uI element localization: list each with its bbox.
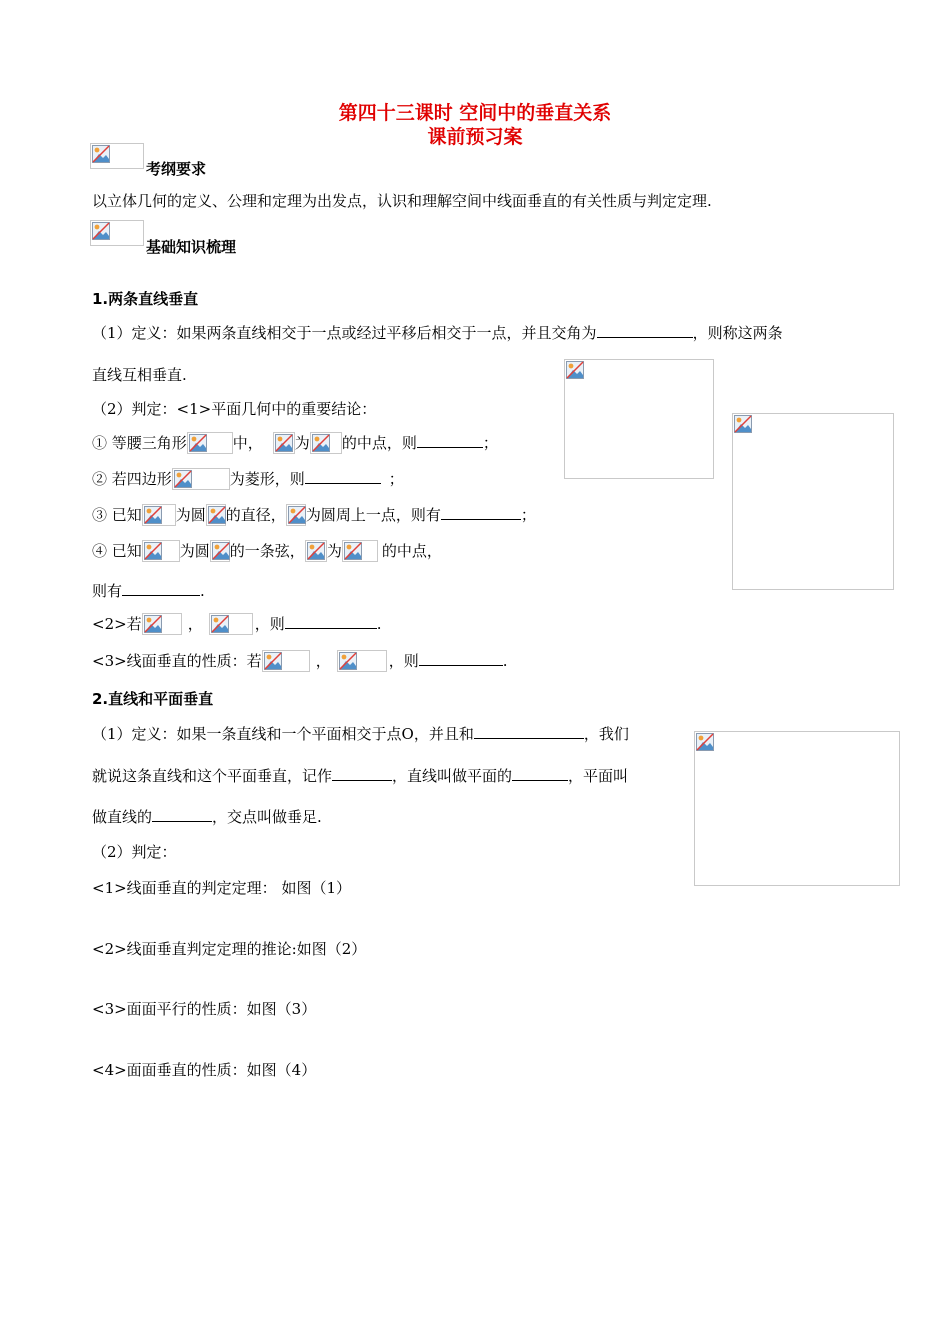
item3 xyxy=(92,504,536,527)
text: ，交点叫做垂足. xyxy=(212,808,322,826)
text: 为 xyxy=(326,542,342,560)
formula-image xyxy=(262,650,310,672)
part2-judge-1: <1>线面垂直的判定定理： 如图（1） xyxy=(92,879,351,897)
text: 做直线的 xyxy=(92,808,153,826)
text: ，则 xyxy=(388,652,419,670)
text: 为圆周上一点，则有 xyxy=(305,506,441,524)
formula-image xyxy=(337,650,387,672)
section-icon-image xyxy=(90,220,144,246)
text: （1）定义：如果一条直线和一个平面相交于点O，并且和 xyxy=(92,725,474,743)
formula-image xyxy=(273,432,295,454)
text: 的中点， xyxy=(381,542,442,560)
requirements-text: 以立体几何的定义、公理和定理为出发点，认识和理解空间中线面垂直的有关性质与判定定理. xyxy=(92,192,712,210)
item4 xyxy=(92,540,442,563)
part1-judge: （2）判定：<1>平面几何中的重要结论： xyxy=(92,400,377,418)
part2-definition-line2 xyxy=(92,765,628,786)
formula-image xyxy=(172,468,230,490)
text: ； xyxy=(520,506,536,524)
figure-image xyxy=(694,731,900,886)
answer-blank[interactable] xyxy=(122,581,200,596)
sub2 xyxy=(92,613,382,636)
formula-image xyxy=(310,432,342,454)
text: ； xyxy=(388,470,404,488)
answer-blank[interactable] xyxy=(597,323,693,338)
text: ，我们 xyxy=(583,725,629,743)
text: ，则称这两条 xyxy=(692,324,783,342)
text: <3>线面垂直的性质：若 xyxy=(92,652,262,670)
part1-definition-line1 xyxy=(92,322,783,343)
answer-blank[interactable] xyxy=(152,807,212,822)
text: . xyxy=(502,652,508,670)
part2-judge-4: <4>面面垂直的性质：如图（4） xyxy=(92,1061,317,1079)
section-icon-image xyxy=(90,143,144,169)
text: . xyxy=(200,582,205,600)
part2-judge-3: <3>面面平行的性质：如图（3） xyxy=(92,1000,317,1018)
text: 为菱形，则 xyxy=(229,470,305,488)
text: ① 等腰三角形 xyxy=(92,434,187,452)
answer-blank[interactable] xyxy=(474,724,584,739)
part2-definition-line3 xyxy=(92,806,322,827)
part1-definition-line2: 直线互相垂直. xyxy=(92,366,187,384)
page-subtitle: 课前预习案 xyxy=(427,126,523,148)
text: ，平面叫 xyxy=(568,767,629,785)
text: 的中点，则 xyxy=(341,434,417,452)
answer-blank[interactable] xyxy=(512,766,568,781)
formula-image xyxy=(305,540,327,562)
text: 为圆 xyxy=(179,542,210,560)
formula-image xyxy=(210,540,230,562)
formula-image xyxy=(209,613,253,635)
answer-blank[interactable] xyxy=(332,766,392,781)
figure-image xyxy=(564,359,714,479)
text: ， xyxy=(315,652,331,670)
answer-blank[interactable] xyxy=(305,469,381,484)
text: . xyxy=(376,615,382,633)
basics-heading: 基础知识梳理 xyxy=(146,238,237,256)
figure-image xyxy=(732,413,894,590)
text: 中， xyxy=(232,434,263,452)
part2-judge-2: <2>线面垂直判定定理的推论:如图（2） xyxy=(92,940,367,958)
formula-image xyxy=(142,504,176,526)
item2 xyxy=(92,468,404,491)
part2-judge: （2）判定： xyxy=(92,843,177,861)
text: 就说这条直线和这个平面垂直，记作 xyxy=(92,767,333,785)
text: <2>若 xyxy=(92,615,142,633)
part2-definition-line1 xyxy=(92,723,629,744)
text: ，直线叫做平面的 xyxy=(392,767,513,785)
text: ，则 xyxy=(254,615,285,633)
text: 则有 xyxy=(92,582,123,600)
part1-heading: 1.两条直线垂直 xyxy=(92,290,199,308)
formula-image xyxy=(142,613,182,635)
text: 为圆 xyxy=(175,506,206,524)
item4-conclusion xyxy=(92,580,205,601)
answer-blank[interactable] xyxy=(417,433,483,448)
sub3 xyxy=(92,650,508,673)
formula-image xyxy=(142,540,180,562)
answer-blank[interactable] xyxy=(285,614,377,629)
item1 xyxy=(92,432,498,455)
text: 的直径， xyxy=(225,506,286,524)
requirements-heading: 考纲要求 xyxy=(146,160,207,178)
page-title: 第四十三课时 空间中的垂直关系 xyxy=(338,102,612,124)
formula-image xyxy=(206,504,226,526)
text: ， xyxy=(187,615,203,633)
formula-image xyxy=(286,504,306,526)
formula-image xyxy=(342,540,378,562)
answer-blank[interactable] xyxy=(419,651,503,666)
answer-blank[interactable] xyxy=(441,505,521,520)
text: （1）定义：如果两条直线相交于一点或经过平移后相交于一点，并且交角为 xyxy=(92,324,597,342)
part2-heading: 2.直线和平面垂直 xyxy=(92,690,214,708)
text: 的一条弦， xyxy=(229,542,305,560)
text: ② 若四边形 xyxy=(92,470,172,488)
formula-image xyxy=(187,432,233,454)
text: ③ 已知 xyxy=(92,506,142,524)
text: ； xyxy=(482,434,498,452)
text: 为 xyxy=(294,434,310,452)
text: ④ 已知 xyxy=(92,542,142,560)
